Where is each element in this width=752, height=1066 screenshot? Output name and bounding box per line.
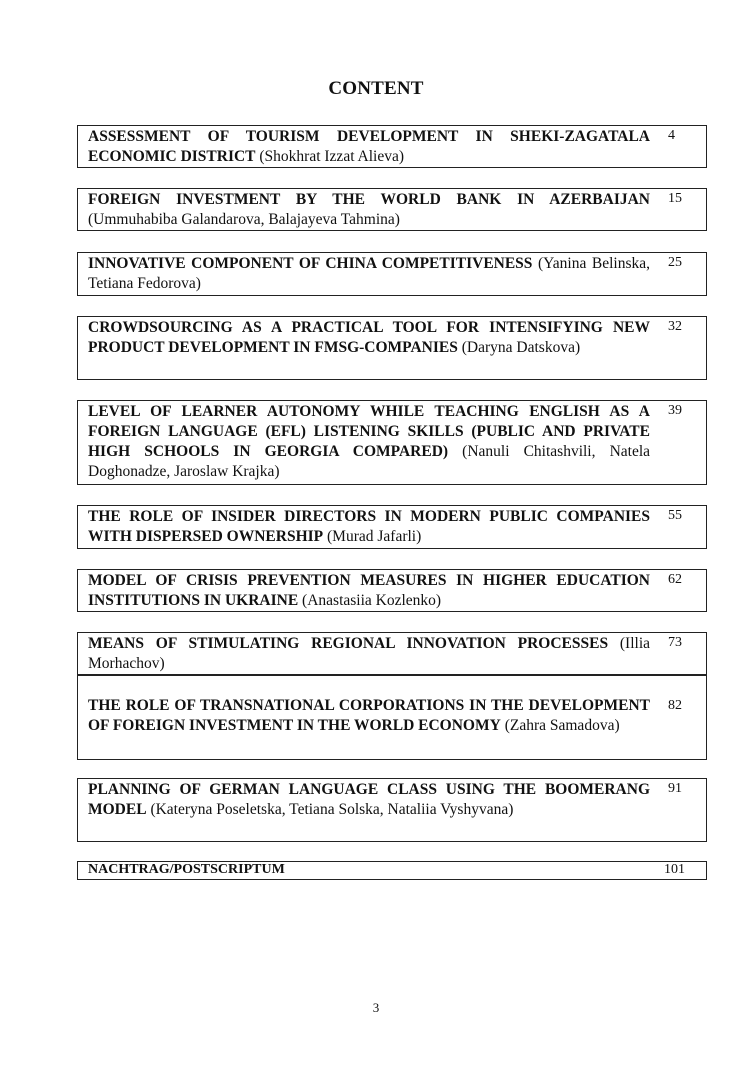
toc-entry-3[interactable] <box>77 252 707 296</box>
entry-page: 73 <box>668 635 682 650</box>
entry-title: FOREIGN INVESTMENT BY THE WORLD BANK IN AZERBAIJAN <box>88 191 650 208</box>
toc-entry-2[interactable] <box>77 188 707 231</box>
entry-title: ASSESSMENT OF TOURISM DEVELOPMENT IN SHEKI-ZAGATALA ECONOMIC DISTRICT <box>88 128 650 165</box>
entry-authors: (Zahra Samadova) <box>504 717 620 734</box>
entry-page: 101 <box>664 862 685 877</box>
toc-entry-1[interactable] <box>77 125 707 168</box>
entry-authors: (Yanina Belinska, Tetiana Fedorova) <box>88 255 650 292</box>
entry-authors: (Murad Jafarli) <box>327 528 422 545</box>
entry-page: 32 <box>668 319 682 334</box>
page-title: CONTENT <box>328 78 424 99</box>
entry-page: 15 <box>668 191 682 206</box>
entry-authors: (Nanuli Chitashvili, Natela Doghonadze, Jaroslaw Krajka) <box>88 443 651 480</box>
entry-page: 25 <box>668 255 682 270</box>
entry-title: THE ROLE OF INSIDER DIRECTORS IN MODERN PUBLIC COMPANIES WITH DISPERSED OWNERSHIP <box>88 508 650 545</box>
entry-authors: (Shokhrat Izzat Alieva) <box>259 148 404 165</box>
entry-title: MEANS OF STIMULATING REGIONAL INNOVATION PROCESSES <box>88 635 609 652</box>
entry-authors: (Illia Morhachov) <box>88 635 651 672</box>
entry-page: 4 <box>668 128 675 143</box>
entry-title: PLANNING OF GERMAN LANGUAGE CLASS USING THE BOOMERANG MODEL <box>88 781 650 818</box>
entry-page: 62 <box>668 572 682 587</box>
entry-authors: (Ummuhabiba Galandarova, Balajayeva Tahmina) <box>88 211 400 228</box>
entry-title: LEVEL OF LEARNER AUTONOMY WHILE TEACHING ENGLISH AS A FOREIGN LANGUAGE (EFL) LISTENING SKILLS (PUBLIC AND PRIVATE HIGH SCHOOLS IN GEORGIA COMPARED) <box>88 403 650 460</box>
toc-entry-11[interactable] <box>77 861 707 880</box>
footer-page-number: 3 <box>372 1000 380 1015</box>
toc-entry-5[interactable] <box>77 400 707 485</box>
entry-title: INNOVATIVE COMPONENT OF CHINA COMPETITIVENESS <box>88 255 533 272</box>
entry-title: CROWDSOURCING AS A PRACTICAL TOOL FOR INTENSIFYING NEW PRODUCT DEVELOPMENT IN FMSG-COMPANIES <box>88 319 650 356</box>
entry-page: 39 <box>668 403 682 418</box>
entry-title: MODEL OF CRISIS PREVENTION MEASURES IN HIGHER EDUCATION INSTITUTIONS IN UKRAINE <box>88 572 650 609</box>
entry-page: 91 <box>668 781 682 796</box>
toc-entry-10[interactable] <box>77 778 707 842</box>
entry-page: 82 <box>668 698 682 713</box>
entry-page: 55 <box>668 508 682 523</box>
entry-title: THE ROLE OF TRANSNATIONAL CORPORATIONS IN THE DEVELOPMENT OF FOREIGN INVESTMENT IN THE WORLD ECONOMY <box>88 697 650 734</box>
entry-authors: (Anastasiia Kozlenko) <box>302 592 442 609</box>
toc-entry-6[interactable] <box>77 505 707 549</box>
entry-title: NACHTRAG/POSTSCRIPTUM <box>88 862 285 877</box>
entry-authors: (Kateryna Poseletska, Tetiana Solska, Nataliia Vyshyvana) <box>150 801 514 818</box>
toc-entry-9[interactable] <box>77 675 707 760</box>
toc-entry-8[interactable] <box>77 632 707 675</box>
toc-entry-7[interactable] <box>77 569 707 612</box>
entry-authors: (Daryna Datskova) <box>461 339 581 356</box>
toc-entry-4[interactable] <box>77 316 707 380</box>
